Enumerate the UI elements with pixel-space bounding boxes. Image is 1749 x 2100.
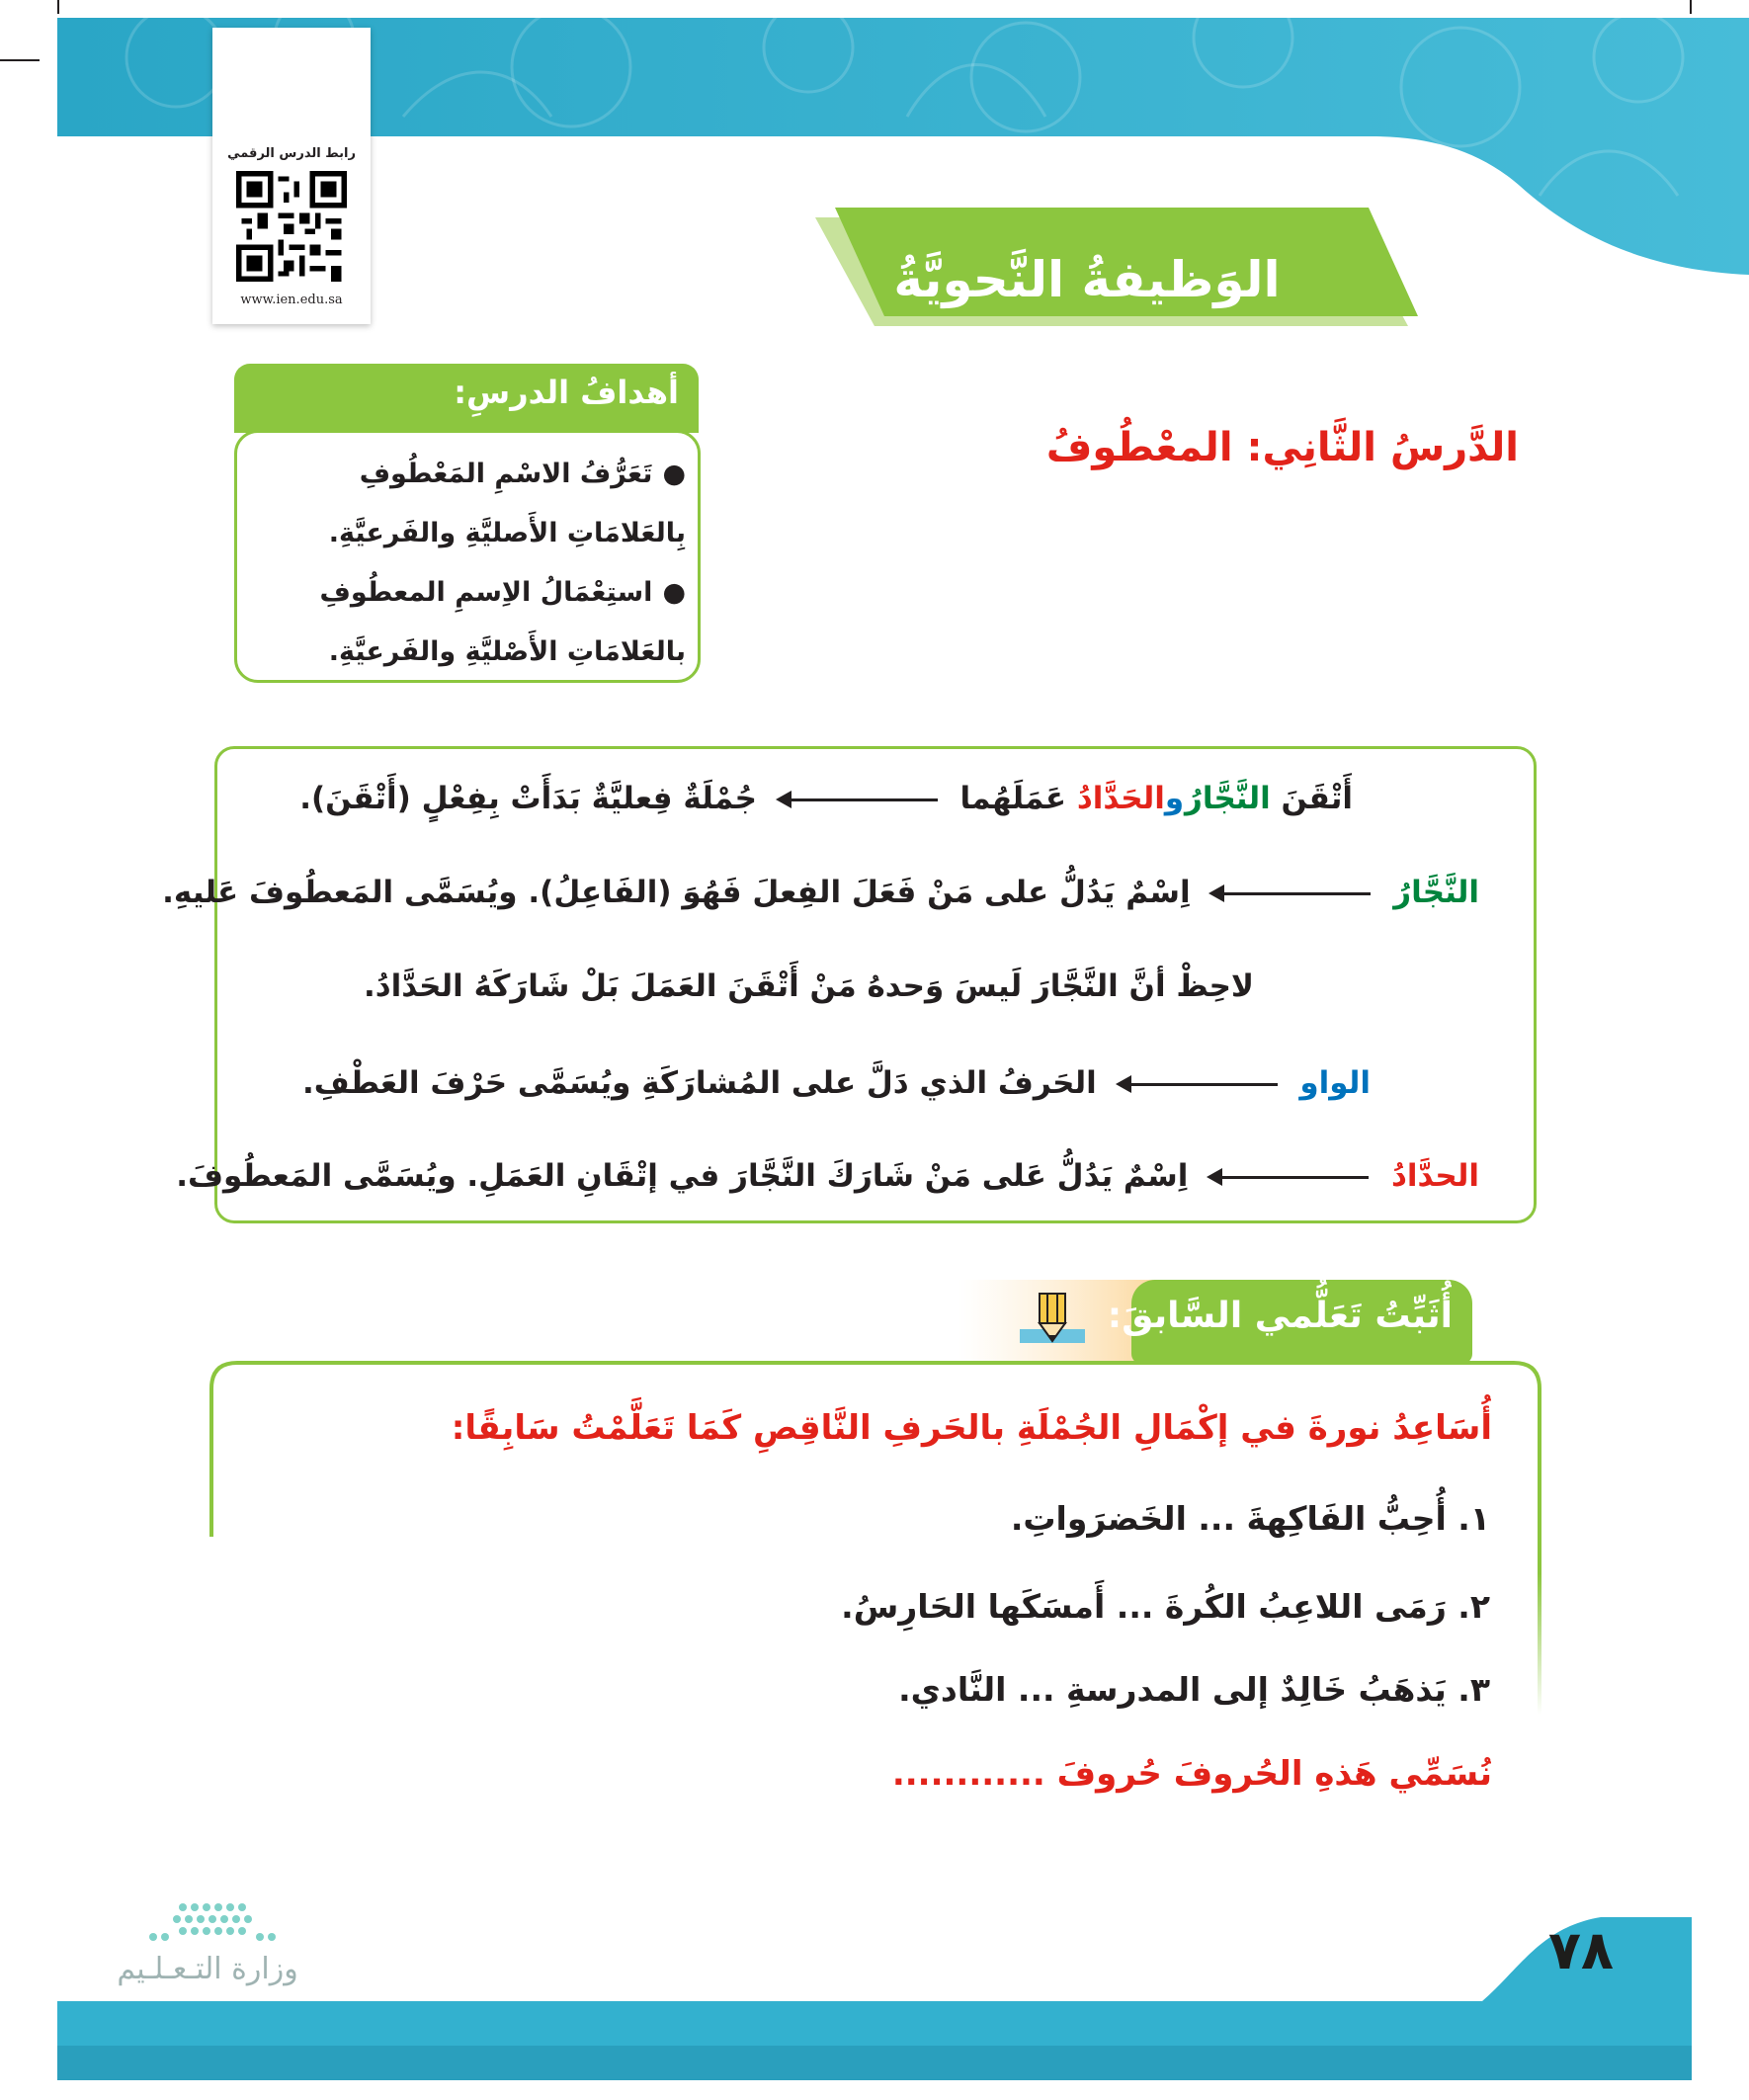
pencil-icon	[1018, 1290, 1087, 1359]
qr-url[interactable]: www.ien.edu.sa	[240, 293, 343, 307]
term-label: الحدَّادُ	[1390, 1158, 1479, 1194]
objectives-title: أهدافُ الدرسِ:	[454, 374, 679, 411]
explanation-text: اِسْمٌ يَدُلُّ على مَنْ فَعَلَ الفِعلَ فَهُوَ (الفَاعِلُ). ويُسَمَّى المَعطُوفَ عَليهِ.	[162, 875, 1191, 910]
arrow-icon	[1210, 1176, 1369, 1179]
objective-item	[251, 445, 686, 563]
crop-mark	[57, 0, 59, 14]
explanation-line	[162, 868, 1479, 917]
waw-word: و	[1164, 781, 1185, 816]
lesson-heading: الدَّرسُ الثَّانِي: المعْطُوفُ	[1045, 425, 1519, 470]
example-sentence-line	[299, 774, 1353, 823]
review-footer: نُسَمِّي هَذهِ الحُروفَ حُروفَ ............	[891, 1754, 1492, 1794]
smith-word: الحَدَّادُ	[1076, 781, 1165, 816]
qr-label: رابط الدرس الرقمي	[227, 146, 356, 161]
carpenter-word: النَّجَّارُ	[1184, 781, 1271, 816]
objectives-box	[234, 430, 701, 683]
bullet-icon: ●	[662, 459, 686, 489]
explanation-text: جُمْلَةٌ فِعليَّةٌ بَدَأَتْ بِفِعْلٍ (أَتْقَنَ).	[299, 781, 757, 816]
page-title: الوَظيفةُ النَّحويَّةُ	[893, 251, 1281, 308]
arrow-icon	[780, 798, 938, 801]
verb: أَتْقَنَ	[1281, 781, 1353, 816]
term-label: الواو	[1299, 1065, 1371, 1101]
review-title: أُثَبِّتُ تَعَلُّمي السَّابقَ:	[1107, 1296, 1453, 1336]
explanation-box	[162, 746, 1537, 1223]
term-label: النَّجَّارُ	[1393, 875, 1479, 910]
review-instruction: أُسَاعِدُ نورةَ في إكْمَالِ الجُمْلَةِ بالحَرفِ النَّاقِصِ كَمَا تَعَلَّمْتُ سَابِقًا:	[451, 1408, 1492, 1448]
explanation-line	[364, 962, 1254, 1011]
arrow-icon	[1212, 892, 1371, 895]
objective-item	[251, 563, 686, 682]
arrow-icon	[1120, 1083, 1278, 1086]
explanation-line	[176, 1151, 1479, 1201]
objective-text: استِعْمَالُ الاِسمِ المعطُوفِ بالعَلامَاتِ الأَصْليَّةِ والفَرعيَّةِ.	[319, 577, 686, 667]
objectives-header	[234, 364, 699, 433]
explanation-text: الحَرفُ الذي دَلَّ على المُشارَكَةِ ويُسَمَّى حَرْفَ العَطْفِ.	[301, 1065, 1097, 1101]
explanation-text: لاحِظْ أنَّ النَّجَّارَ لَيسَ وَحدهُ مَنْ أَتْقَنَ العَمَلَ بَلْ شَارَكَهُ الحَدَّادُ.	[363, 968, 1254, 1004]
crop-mark	[0, 59, 40, 61]
explanation-line	[302, 1058, 1371, 1108]
bullet-icon: ●	[662, 577, 686, 608]
objective-text: تَعَرُّفُ الاسْمِ المَعْطُوفِ بِالعَلامَاتِ الأَصليَّةِ والفَرعيَّةِ.	[328, 459, 686, 548]
review-item: ١. أُحِبُّ الفَاكِهةَ ... الخَضرَواتِ.	[1010, 1499, 1490, 1538]
review-item: ٢. رَمَى اللاعِبُ الكُرةَ ... أَمسَكَها الحَارِسُ.	[841, 1587, 1490, 1626]
explanation-text: اِسْمٌ يَدُلُّ عَلى مَنْ شَارَكَ النَّجَّارَ في إتْقَانِ العَمَلِ. ويُسَمَّى المَعطُوفَ.	[176, 1158, 1189, 1194]
crop-mark	[1690, 0, 1692, 14]
ministry-name: وزارة التـعـلـيم	[117, 1952, 298, 1986]
qr-code[interactable]	[236, 171, 347, 282]
review-item: ٣. يَذهَبُ خَالِدٌ إلى المدرسةِ ... النَّادي.	[898, 1670, 1490, 1709]
object-word: عَمَلَهُما	[959, 781, 1067, 816]
page-number: ٧٨	[1548, 1919, 1614, 1981]
review-tab	[1107, 1280, 1472, 1364]
qr-card[interactable]	[212, 28, 371, 324]
